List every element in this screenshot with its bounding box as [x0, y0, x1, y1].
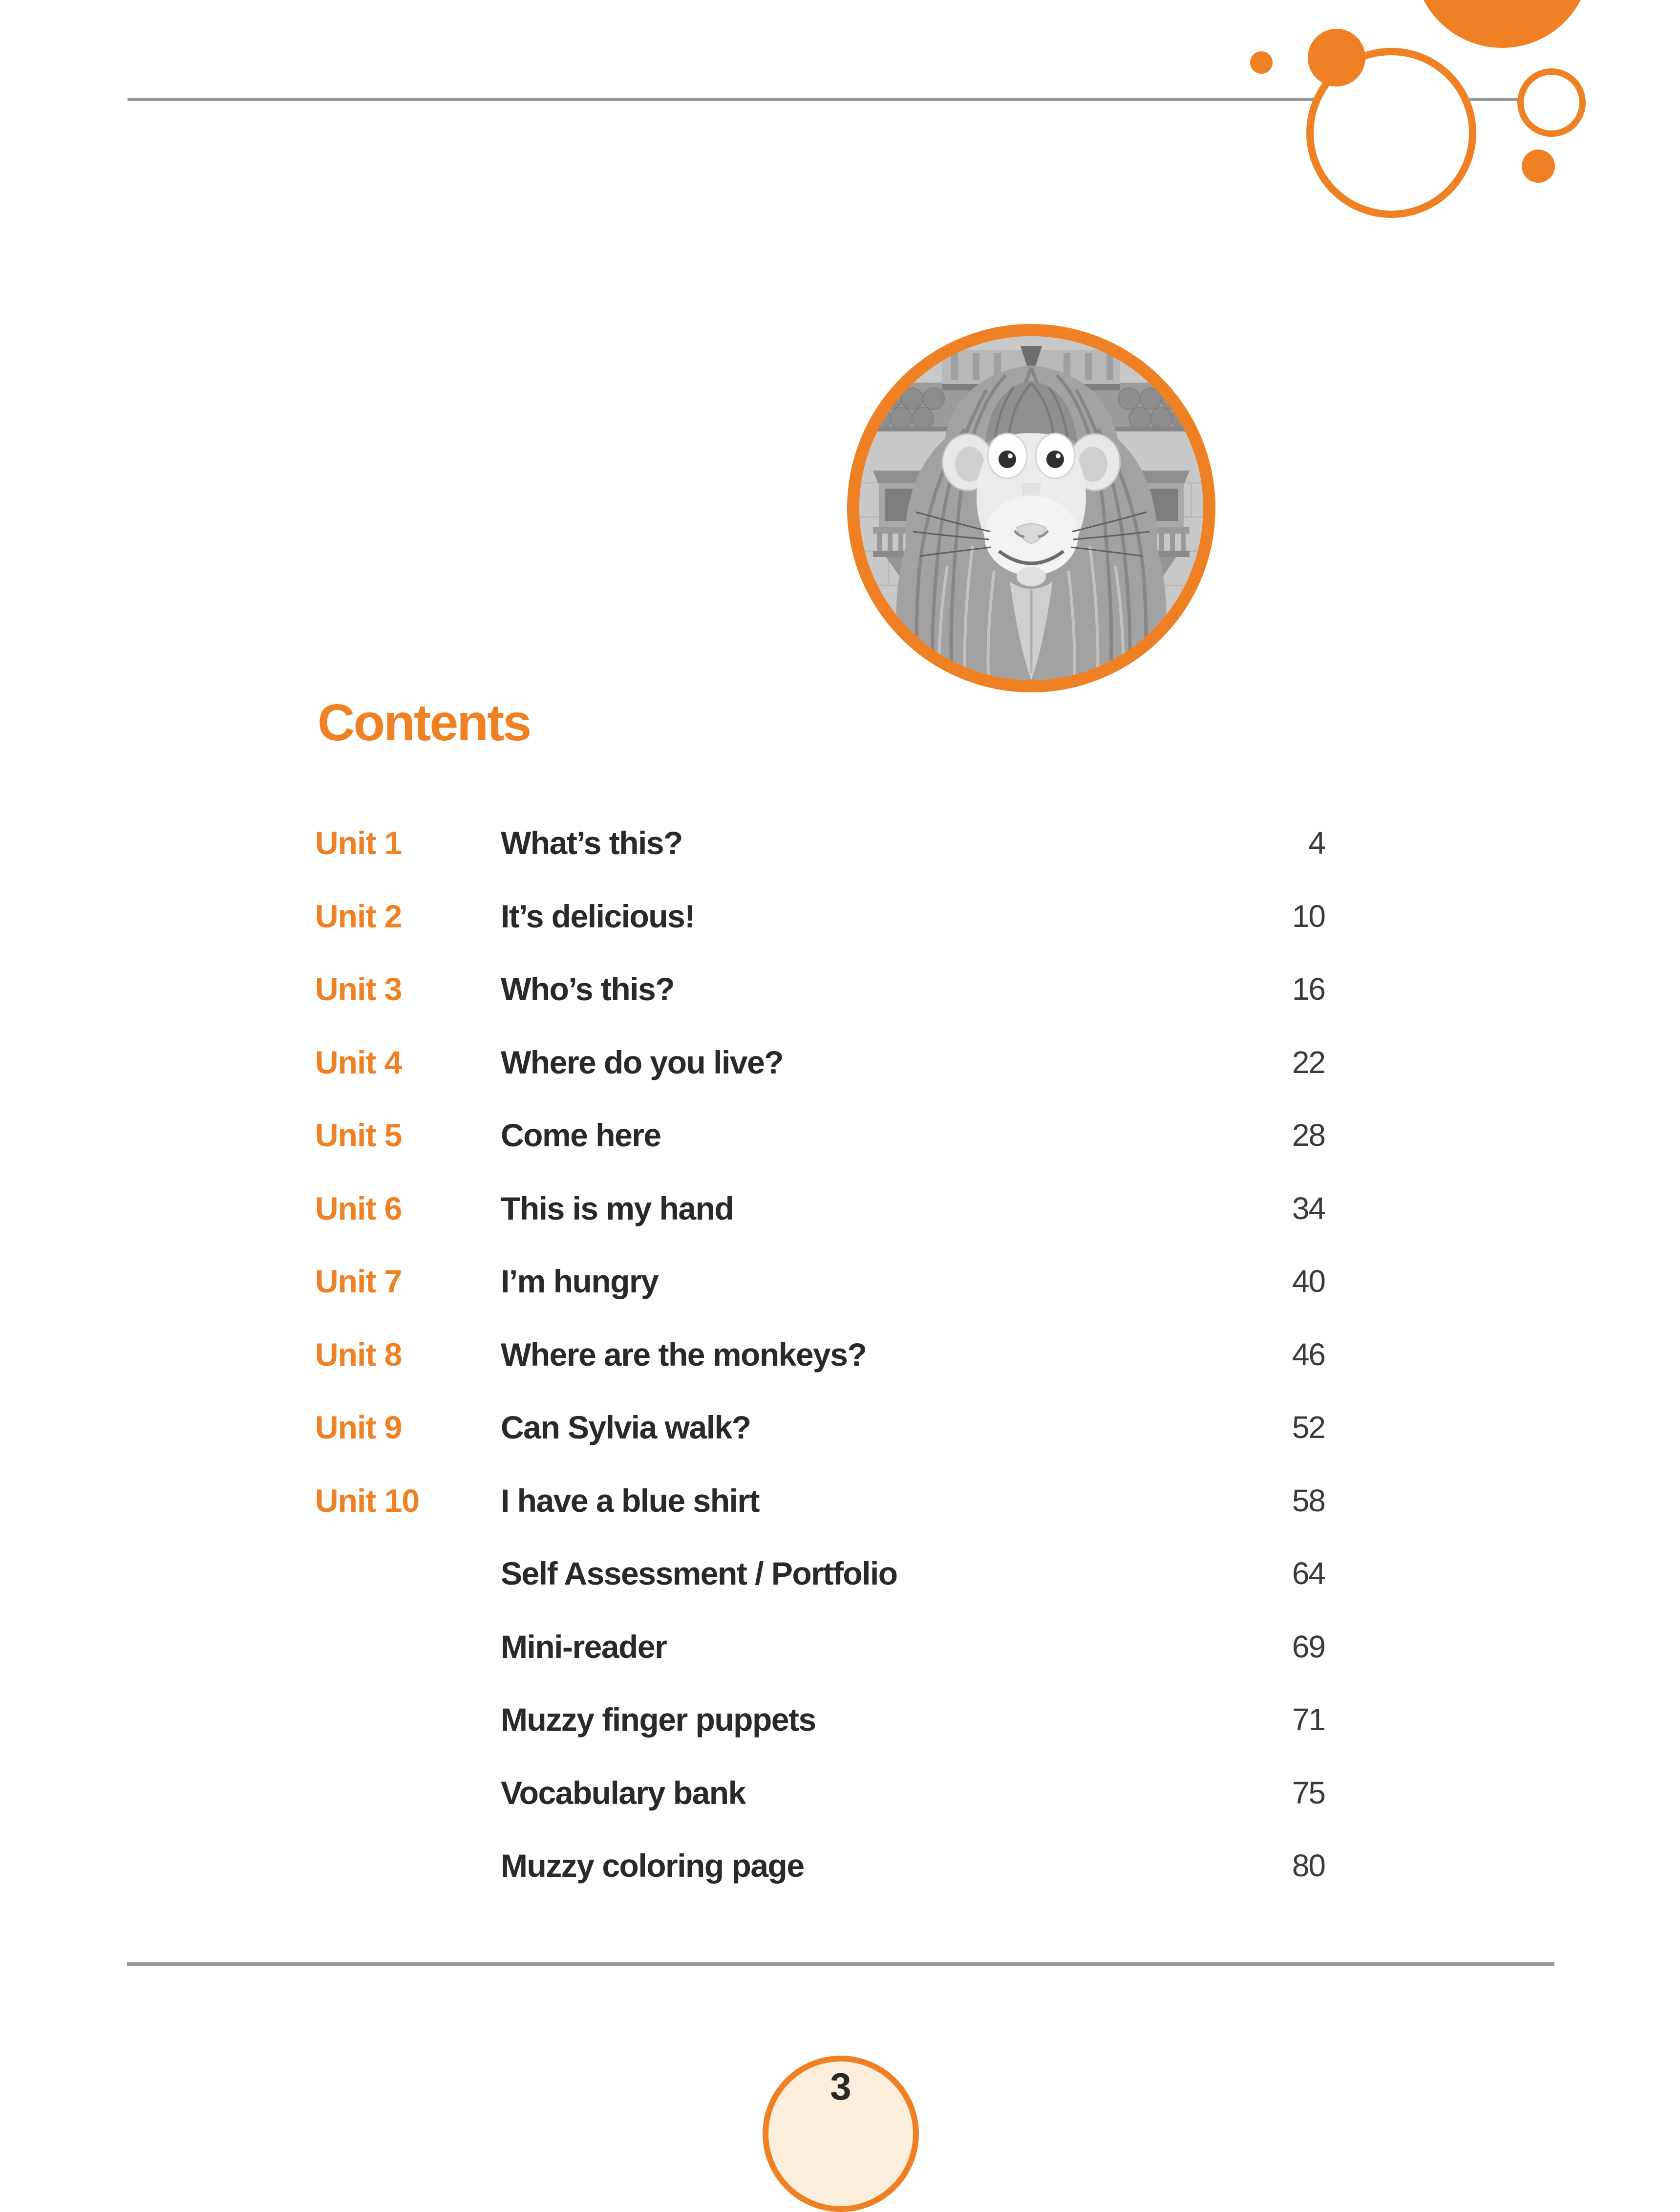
toc-row — [0, 1192, 1680, 1226]
toc-row — [0, 1046, 1680, 1080]
unit-page-number: 58 — [1292, 1483, 1325, 1518]
toc-row — [0, 1777, 1680, 1811]
toc-row — [0, 827, 1680, 861]
unit-label: Unit 6 — [315, 1190, 402, 1226]
unit-page-number: 80 — [1292, 1848, 1325, 1883]
unit-label: Unit 2 — [315, 898, 402, 934]
unit-page-number: 40 — [1292, 1264, 1325, 1299]
unit-title: Muzzy coloring page — [501, 1847, 804, 1884]
unit-page-number: 64 — [1292, 1556, 1325, 1591]
unit-title: Self Assessment / Portfolio — [501, 1555, 897, 1591]
unit-page-number: 4 — [1308, 825, 1325, 860]
lion-photo-illustration — [859, 336, 1203, 680]
unit-title: Can Sylvia walk? — [501, 1409, 751, 1445]
toc-row — [0, 1411, 1680, 1445]
unit-title: Come here — [501, 1117, 661, 1153]
unit-label: Unit 4 — [315, 1044, 402, 1080]
unit-label: Unit 8 — [315, 1336, 402, 1373]
unit-title: It’s delicious! — [501, 898, 695, 934]
toc-row — [0, 1703, 1680, 1738]
unit-page-number: 28 — [1292, 1117, 1325, 1153]
page-title: Contents — [318, 694, 531, 752]
unit-title: Where are the monkeys? — [501, 1336, 867, 1373]
unit-page-number: 10 — [1292, 899, 1325, 934]
unit-page-number: 71 — [1292, 1702, 1325, 1737]
decor-large-filled-circle — [1414, 0, 1591, 48]
unit-page-number: 52 — [1292, 1410, 1325, 1445]
decor-filled-dot — [1308, 29, 1365, 86]
decor-tiny-dot — [1250, 51, 1273, 74]
unit-label: Unit 5 — [315, 1117, 402, 1153]
unit-page-number: 16 — [1292, 971, 1325, 1007]
unit-title: This is my hand — [501, 1190, 734, 1226]
unit-title: I have a blue shirt — [501, 1482, 760, 1519]
muzzy-lion-circle-photo — [847, 324, 1215, 692]
unit-page-number: 69 — [1292, 1629, 1325, 1664]
bottom-divider-rule — [127, 1962, 1554, 1966]
unit-page-number: 34 — [1292, 1191, 1325, 1226]
unit-title: Who’s this? — [501, 971, 675, 1007]
footer-page-number: 3 — [830, 2065, 851, 2108]
toc-row — [0, 1849, 1680, 1884]
unit-title: Muzzy finger puppets — [501, 1701, 816, 1738]
unit-page-number: 75 — [1292, 1775, 1325, 1810]
toc-row — [0, 1338, 1680, 1373]
decor-small-dot — [1522, 150, 1555, 183]
unit-title: Mini-reader — [501, 1629, 667, 1665]
unit-label: Unit 10 — [315, 1482, 420, 1519]
toc-row — [0, 1484, 1680, 1519]
unit-title: I’m hungry — [501, 1263, 659, 1299]
toc-row — [0, 1631, 1680, 1665]
unit-page-number: 46 — [1292, 1337, 1325, 1372]
unit-title: What’s this? — [501, 825, 682, 861]
unit-label: Unit 9 — [315, 1409, 402, 1445]
toc-row — [0, 1557, 1680, 1591]
unit-label: Unit 7 — [315, 1263, 402, 1299]
toc-row — [0, 1265, 1680, 1299]
unit-page-number: 22 — [1292, 1045, 1325, 1080]
toc-row — [0, 973, 1680, 1007]
toc-row — [0, 1119, 1680, 1153]
unit-label: Unit 1 — [315, 825, 402, 861]
unit-title: Vocabulary bank — [501, 1775, 745, 1811]
unit-label: Unit 3 — [315, 971, 402, 1007]
toc-row — [0, 900, 1680, 934]
decor-small-ring — [1517, 68, 1586, 137]
unit-title: Where do you live? — [501, 1044, 784, 1080]
